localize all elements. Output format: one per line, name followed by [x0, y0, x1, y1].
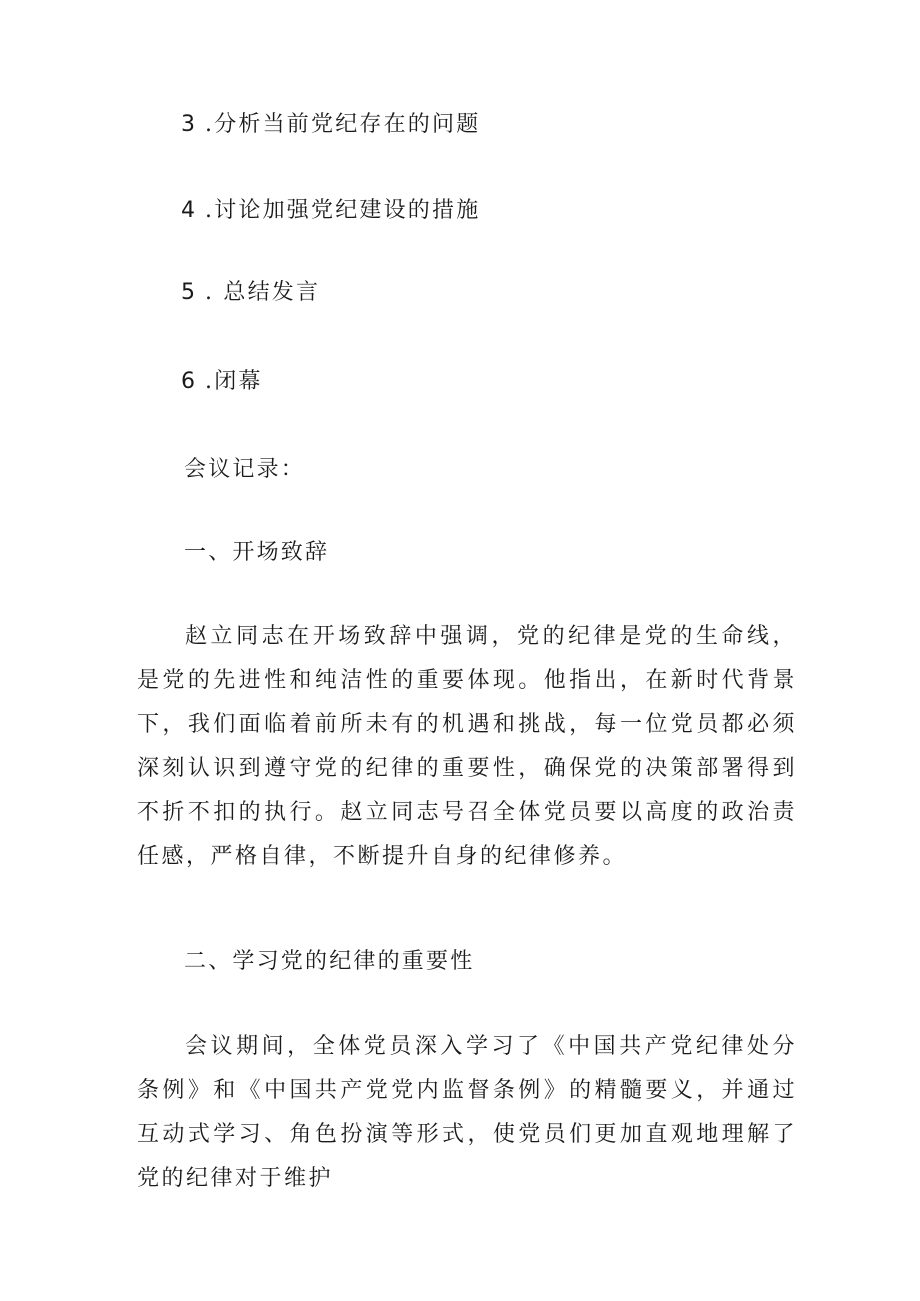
agenda-number: 4 — [181, 198, 195, 223]
section-heading-opening: 一、开场致辞 — [184, 540, 330, 565]
agenda-number: 6 — [181, 369, 195, 394]
agenda-item-6 — [181, 367, 263, 397]
section-heading-importance: 二、学习党的纪律的重要性 — [184, 949, 475, 974]
agenda-text: .讨论加强党纪建设的措施 — [205, 198, 481, 223]
agenda-text: .闭幕 — [205, 369, 263, 394]
agenda-item-4 — [181, 196, 480, 226]
minutes-label: 会议记录： — [184, 457, 306, 482]
section-paragraph-opening: 赵立同志在开场致辞中强调，党的纪律是党的生命线，是党的先进性和纯洁性的重要体现。他指出，在新时代背景下，我们面临着前所未有的机遇和挑战，每一位党员都必须深刻认识到遵守党的纪律的重要性，确保党的决策部署得到不折不扣的执行。赵立同志号召全体党员要以高度的政治责任感，严格自律，不断提升自身的纪律修养。 — [137, 624, 797, 869]
agenda-text: .分析当前党纪存在的问题 — [205, 112, 481, 137]
section-paragraph-importance: 会议期间，全体党员深入学习了《中国共产党纪律处分条例》和《中国共产党党内监督条例》的精髓要义，并通过互动式学习、角色扮演等形式，使党员们更加直观地理解了党的纪律对于维护 — [137, 1034, 797, 1191]
agenda-number: 5 — [181, 280, 195, 305]
agenda-number: 3 — [181, 112, 195, 137]
agenda-text: . 总结发言 — [205, 280, 321, 305]
agenda-item-3 — [181, 110, 480, 140]
agenda-item-5 — [181, 278, 320, 308]
